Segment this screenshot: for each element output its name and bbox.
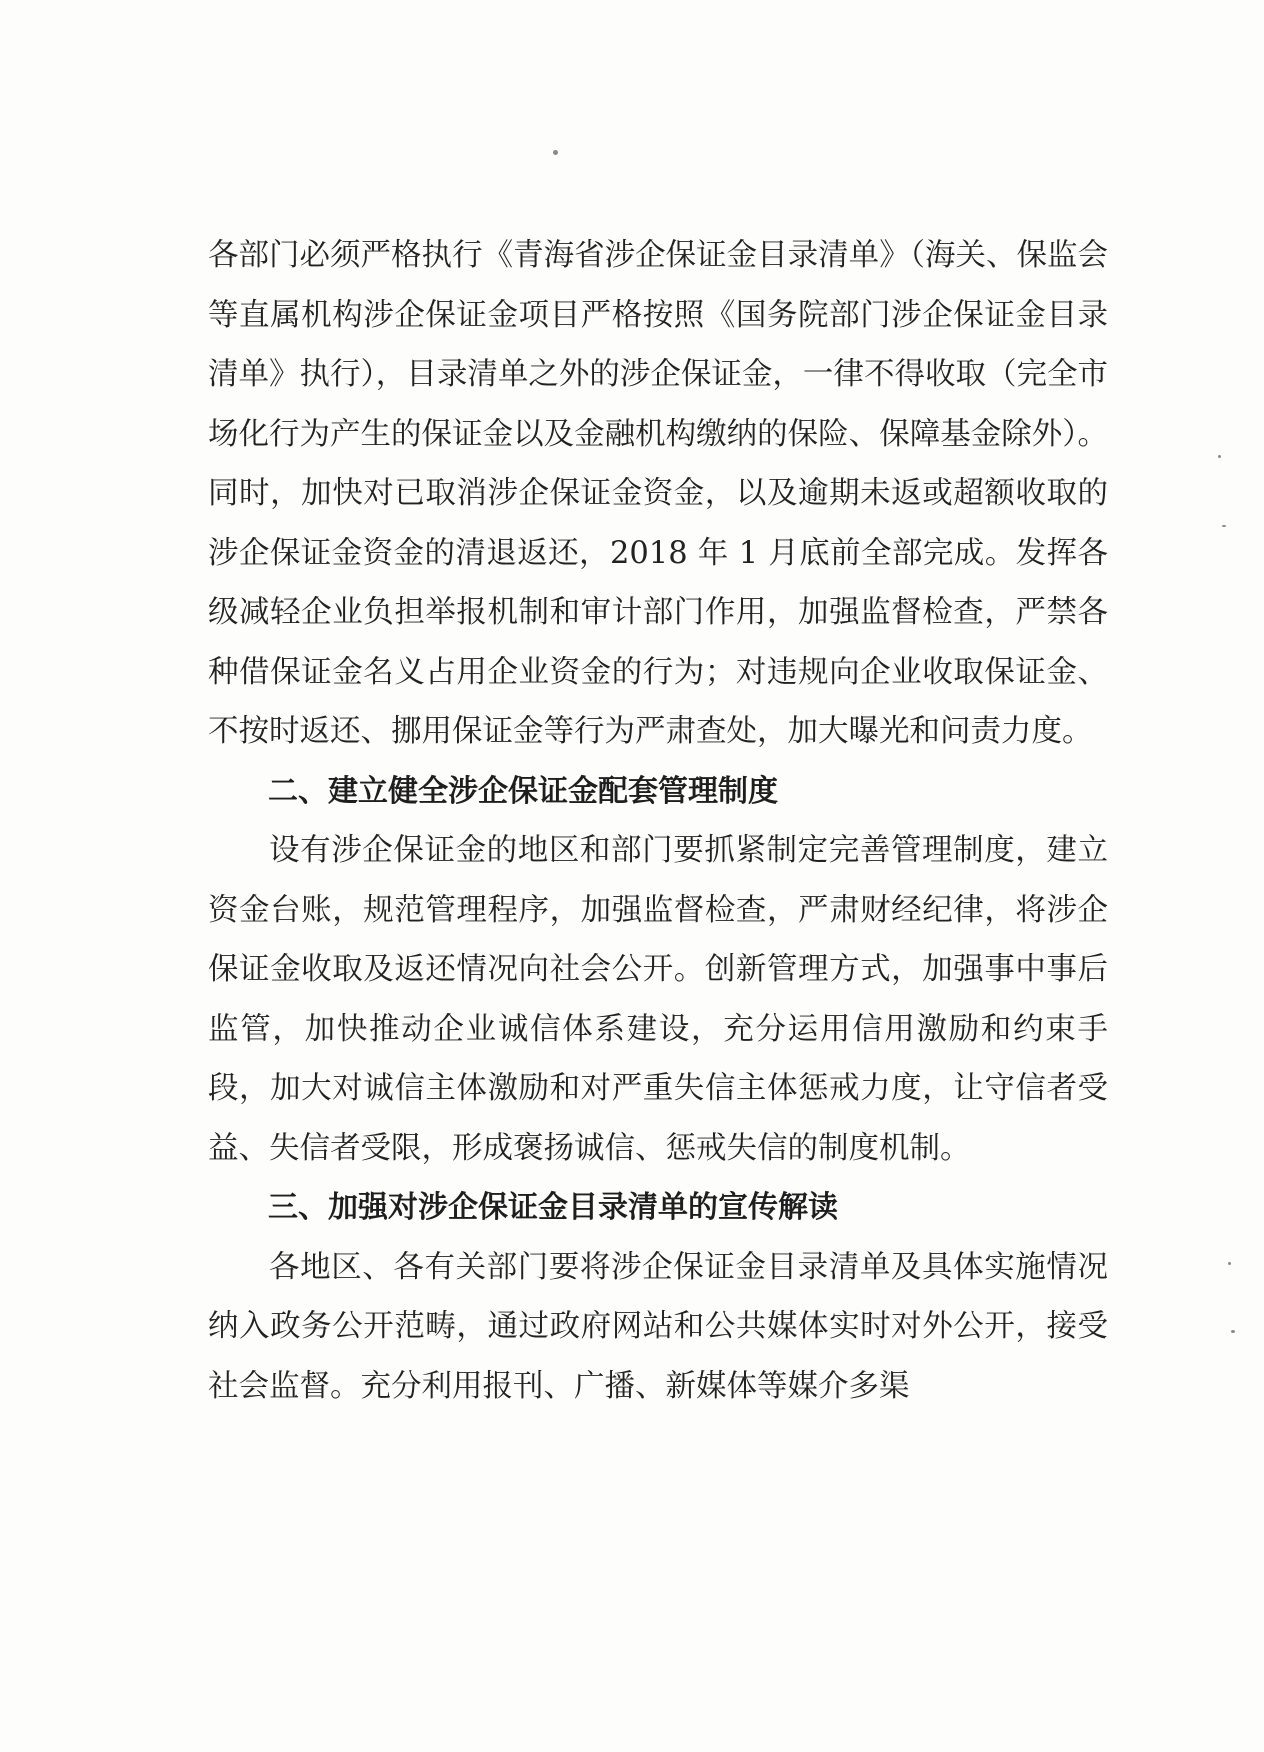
- scan-speck: [1228, 1262, 1231, 1265]
- document-body: [208, 226, 1108, 1416]
- scan-speck: [1218, 455, 1221, 458]
- scan-speck: [1222, 525, 1226, 527]
- body-paragraph: 设有涉企保证金的地区和部门要抓紧制定完善管理制度，建立资金台账，规范管理程序，加强监督检查，严肃财经纪律，将涉企保证金收取及返还情况向社会公开。创新管理方式，加强事中事后监管，加快推动企业诚信体系建设，充分运用信用激励和约束手段，加大对诚信主体激励和对严重失信主体惩戒力度，让守信者受益、失信者受限，形成褒扬诚信、惩戒失信的制度机制。: [208, 833, 1108, 1166]
- body-paragraph: 各部门必须严格执行《青海省涉企保证金目录清单》（海关、保监会等直属机构涉企保证金项目严格按照《国务院部门涉企保证金目录清单》执行），目录清单之外的涉企保证金，一律不得收取（完全市场化行为产生的保证金以及金融机构缴纳的保险、保障基金除外）。同时，加快对已取消涉企保证金资金，以及逾期未返或超额收取的涉企保证金资金的清退返还，2018 年 1 月底前全部完成。发挥各级减轻企业负担举报机制和审计部门作用，加强监督检查，严禁各种借保证金名义占用企业资金的行为；对违规向企业收取保证金、不按时返还、挪用保证金等行为严肃查处，加大曝光和问责力度。: [208, 238, 1108, 749]
- scan-speck: [553, 150, 558, 155]
- body-paragraph: 各地区、各有关部门要将涉企保证金目录清单及具体实施情况纳入政务公开范畴，通过政府网站和公共媒体实时对外公开，接受社会监督。充分利用报刊、广播、新媒体等媒介多渠: [208, 1249, 1108, 1404]
- scan-speck: [1231, 1330, 1235, 1333]
- section-heading: 三、加强对涉企保证金目录清单的宣传解读: [268, 1190, 838, 1225]
- section-heading: 二、建立健全涉企保证金配套管理制度: [268, 773, 778, 809]
